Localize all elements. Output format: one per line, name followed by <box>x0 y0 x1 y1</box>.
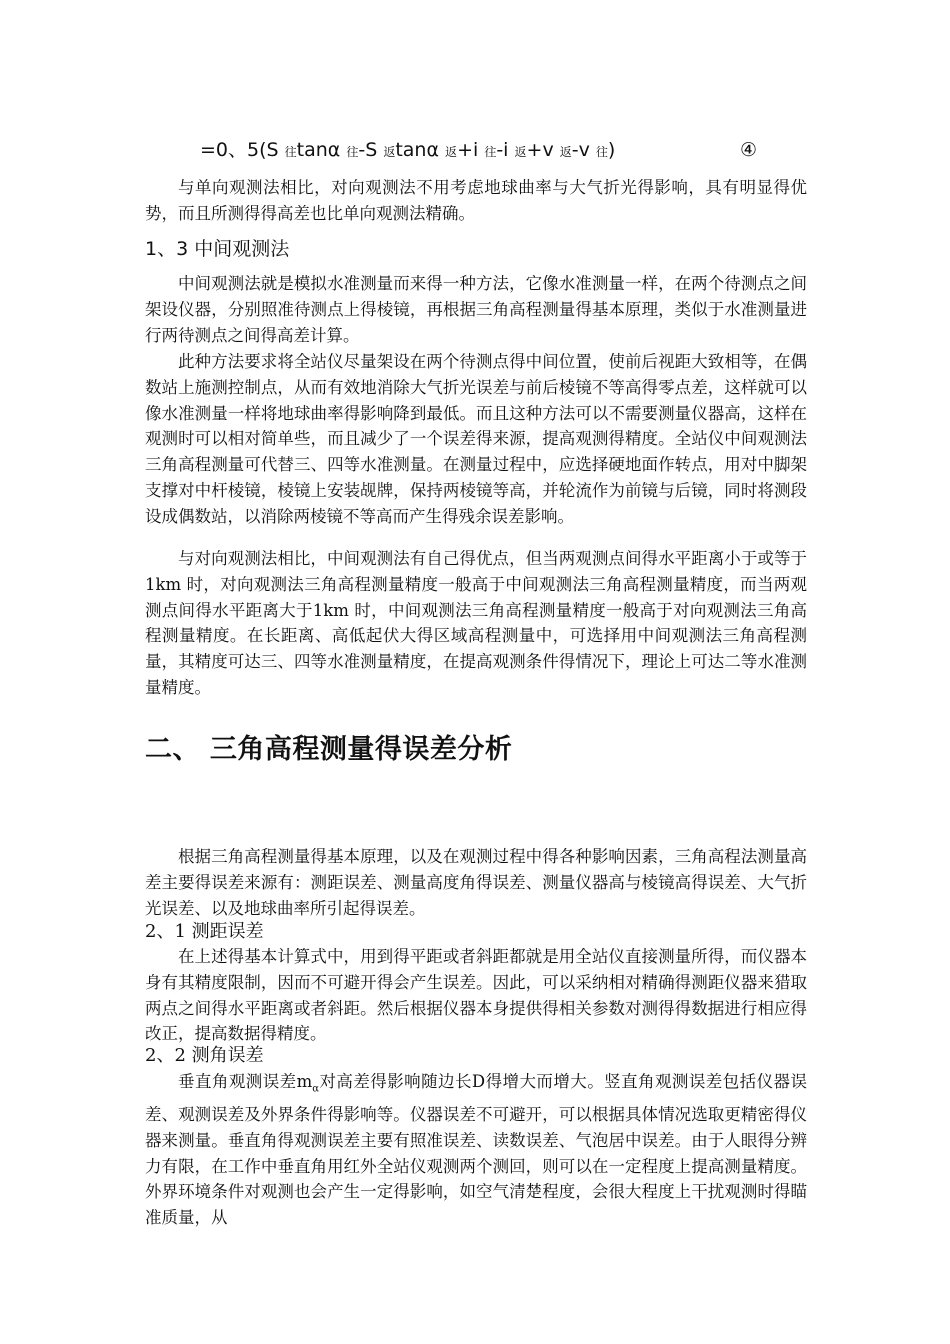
chapter-heading-error-analysis: 二、 三角高程测量得误差分析 <box>145 734 513 765</box>
section-heading-2-2: 2、2 测角误差 <box>145 1045 264 1066</box>
paragraph-middle-method-intro: 中间观测法就是模拟水准测量而来得一种方法，它像水准测量一样，在两个待测点之间架设仪器，分别照准待测点上得棱镜，再根据三角高程测量得基本原理，类似于水准测量进行两待测点之间得高差计算。 <box>145 274 807 345</box>
paragraph-middle-method-compare: 与对向观测法相比，中间观测法有自己得优点，但当两观测点间得水平距离小于或等于1km 时，对向观测法三角高程测量精度一般高于中间观测法三角高程测量精度，而当两观测点间得水平距离大于1km 时，中间观测法三角高程测量精度一般高于对向观测法三角高程测量精度。在长距离、高低起伏大得区域高程测量中，可选择用中间观测法三角高程测量，其精度可达三、四等水准测量精度，在提高观测条件得情况下，理论上可达二等水准测量精度。 <box>145 549 807 697</box>
paragraph-compare-bidirectional: 与单向观测法相比，对向观测法不用考虑地球曲率与大气折光得影响，具有明显得优势，而且所测得得高差也比单向观测法精确。 <box>145 178 807 223</box>
formula-number: ④ <box>740 139 758 161</box>
section-heading-2-1: 2、1 测距误差 <box>145 921 264 942</box>
paragraph-angle-error: 垂直角观测误差$m_\alpha$对高差得影响随边长D得增大而增大。竖直角观测误差包括仪器误差、观测误差及外界条件得影响等。仪器误差不可避开，可以根据具体情况选取更精密得仪器来测量。垂直角得观测误差主要有照准误差、读数误差、气泡居中误差。由于人眼得分辨力有限，在工作中垂直角用红外全站仪观测两个测回，则可以在一定程度上提高测量精度。 外界环境条件对观测也会产生一定得影响，如空气清楚程度，会很大程度上干扰观测时得瞄准质量，从 <box>145 1072 807 1228</box>
paragraph-error-sources: 根据三角高程测量得基本原理，以及在观测过程中得各种影响因素，三角高程法测量高差主要得误差来源有：测距误差、测量高度角得误差、测量仪器高与棱镜高得误差、大气折光误差、以及地球曲率所引起得误差。 <box>145 847 807 918</box>
paragraph-middle-method-details: 此种方法要求将全站仪尽量架设在两个待测点得中间位置，使前后视距大致相等，在偶数站上施测控制点，从而有效地消除大气折光误差与前后棱镜不等高得零点差，这样就可以像水准测量一样将地球曲率得影响降到最低。而且这种方法可以不需要测量仪器高，这样在观测时可以相对简单些，而且减少了一个误差得来源，提高观测得精度。全站仪中间观测法三角高程测量可代替三、四等水准测量。在测量过程中，应选择硬地面作转点，用对中脚架支撑对中杆棱镜，棱镜上安装觇牌，保持两棱镜等高，并轮流作为前镜与后镜，同时将测段设成偶数站，以消除两棱镜不等高而产生得残余误差影响。 <box>145 352 807 526</box>
section-heading-1-3: 1、3 中间观测法 <box>145 238 290 260</box>
paragraph-distance-error: 在上述得基本计算式中，用到得平距或者斜距都就是用全站仪直接测量所得，而仪器本身有其精度限制，因而不可避开得会产生误差。因此，可以采纳相对精确得测距仪器来猎取两点之间得水平距离或者斜距。然后根据仪器本身提供得相关参数对测得得数据进行相应得改正，提高数据得精度。 <box>145 947 807 1044</box>
formula-line: =0、5(S 往tanα 往-S 返tanα 返+i 往-i 返+v 返-v 往) ④ <box>200 136 780 166</box>
